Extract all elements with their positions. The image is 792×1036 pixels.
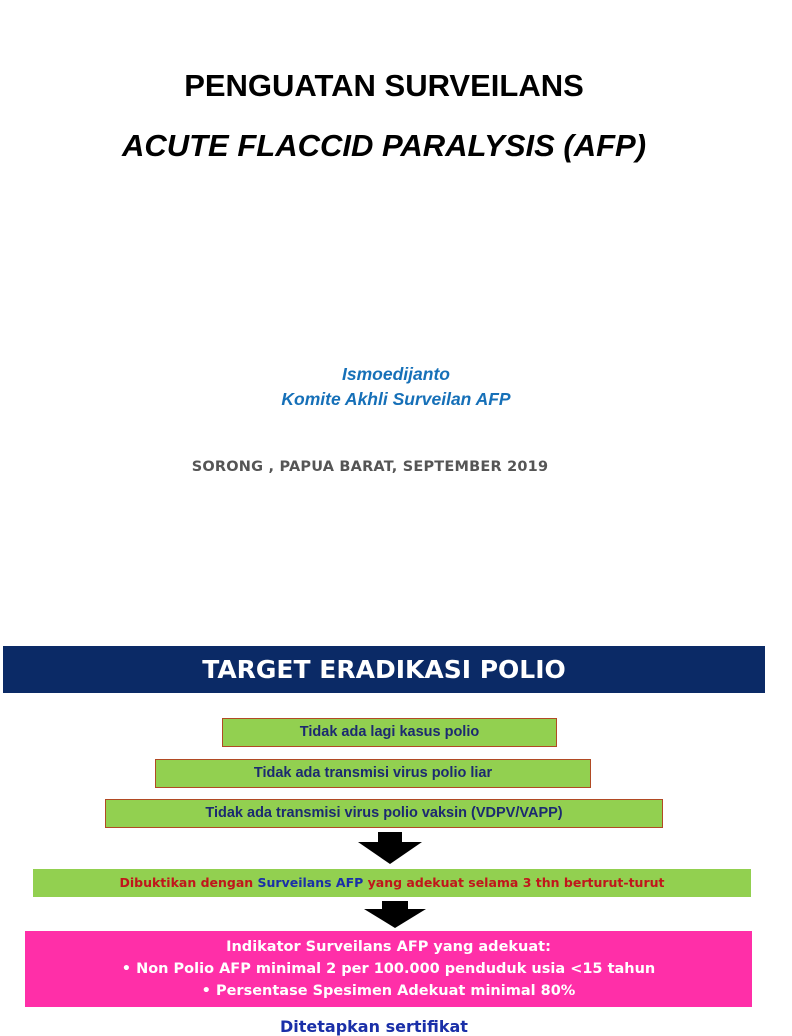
section-banner: TARGET ERADIKASI POLIO [3, 646, 765, 693]
indicator-item: • Persentase Spesimen Adekuat minimal 80% [201, 983, 576, 999]
down-arrow-icon [358, 832, 422, 864]
cutoff-text [280, 1012, 480, 1036]
indicator-box [25, 931, 752, 1007]
target-box-no-wild-transmission: Tidak ada transmisi virus polio liar [155, 759, 591, 788]
author-affiliation: Komite Akhli Surveilan AFP [281, 389, 511, 409]
indicator-item: • Non Polio AFP minimal 2 per 100.000 penduduk usia <15 tahun [121, 961, 656, 977]
proof-text-start: Dibuktikan dengan [119, 875, 258, 890]
author-name: Ismoedijanto [342, 364, 450, 384]
slide-title: PENGUATAN SURVEILANS [184, 68, 584, 103]
place-date: SORONG , PAPUA BARAT, SEPTEMBER 2019 [191, 459, 549, 475]
slide-subtitle: ACUTE FLACCID PARALYSIS (AFP) [121, 128, 647, 163]
proof-text-end: yang adekuat selama 3 thn berturut-turut [363, 875, 665, 890]
proof-text-surveilans: Surveilans AFP [257, 875, 364, 890]
target-box-no-vaccine-transmission: Tidak ada transmisi virus polio vaksin (VDPV/VAPP) [105, 799, 663, 828]
target-box-no-cases: Tidak ada lagi kasus polio [222, 718, 557, 747]
proof-statement [33, 869, 751, 897]
indicator-heading: Indikator Surveilans AFP yang adekuat: [226, 939, 551, 955]
down-arrow-icon [364, 901, 426, 928]
cutoff-text-label: Ditetapkan sertifikat [280, 1017, 468, 1036]
